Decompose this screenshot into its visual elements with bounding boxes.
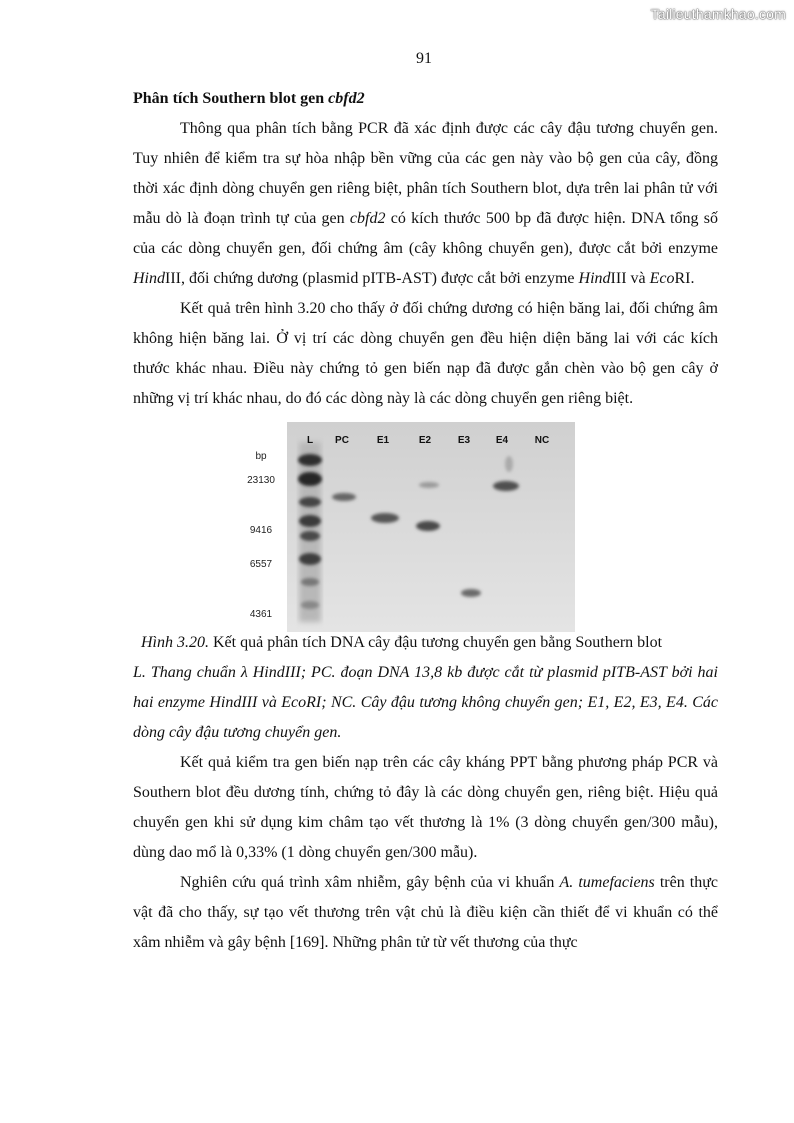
paragraph-3: Kết quả kiểm tra gen biến nạp trên các cây kháng PPT bằng phương pháp PCR và Southern blot đều dương tính, chứng tỏ đây là các dòng chuyển gen, riêng biệt. Hiệu quả chuyển gen khi sử dụng kim châm tạo vết thương là 1% (3 dòng chuyển gen/300 mẫu), dùng dao mổ là 0,33% (1 dòng chuyển gen/300 mẫu). — [133, 754, 718, 861]
southern-blot-figure — [133, 414, 718, 628]
section-heading: Phân tích Southern blot gen cbfd2 — [133, 90, 365, 107]
document-body — [133, 84, 718, 958]
lane-label-e3: E3 — [457, 435, 471, 446]
figure-caption: Hình 3.20. Kết quả phân tích DNA cây đậu tương chuyển gen bằng Southern blot L. Thang chuẩn λ HindIII; PC. đoạn DNA 13,8 kb được cắt từ plasmid pITB-AST bởi hai hai enzyme HindIII và EcoRI; NC. Cây đậu tương không chuyển gen; E1, E2, E3, E4. Các dòng cây đậu tương chuyển gen. — [133, 634, 718, 741]
watermark: Tailieuthamkhao.com — [650, 6, 786, 22]
ladder-band — [299, 497, 321, 507]
ladder-band — [298, 472, 322, 486]
band-e4-smear — [505, 456, 513, 472]
band-e1 — [371, 513, 399, 523]
lane-label-nc: NC — [534, 435, 550, 446]
lane-label-pc: PC — [335, 435, 349, 446]
marker-label-6557: 6557 — [249, 559, 273, 570]
ladder-band — [300, 531, 320, 541]
ladder-band — [301, 601, 319, 609]
band-e3 — [461, 589, 481, 597]
band-pc — [332, 493, 356, 501]
marker-label-4361: 4361 — [249, 609, 273, 620]
band-e2-faint — [419, 482, 439, 488]
ladder-band — [299, 515, 321, 527]
band-e2 — [416, 521, 440, 531]
lane-label-e4: E4 — [495, 435, 509, 446]
marker-label-23130: 23130 — [247, 475, 275, 486]
paragraph-1: Thông qua phân tích bằng PCR đã xác định được các cây đậu tương chuyển gen. Tuy nhiên để kiểm tra sự hòa nhập bền vững của các gen này vào bộ gen của cây, đồng thời xác định dòng chuyển gen riêng biệt, phân tích Southern blot, dựa trên lai phân tử với mẫu dò là đoạn trình tự của gen cbfd2 có kích thước 500 bp đã được hiện. DNA tổng số của các dòng chuyển gen, đối chứng âm (cây không chuyển gen), được cắt bởi enzyme HindIII, đối chứng dương (plasmid pITB-AST) được cắt bởi enzyme HindIII và EcoRI. — [133, 120, 718, 287]
lane-label-e1: E1 — [376, 435, 390, 446]
lane-label-e2: E2 — [418, 435, 432, 446]
paragraph-4: Nghiên cứu quá trình xâm nhiễm, gây bệnh của vi khuẩn A. tumefaciens trên thực vật đã cho thấy, sự tạo vết thương trên vật chủ là điều kiện cần thiết để vi khuẩn có thể xâm nhiễm và gây bệnh [169]. Những phân tử từ vết thương của thực — [133, 874, 719, 951]
marker-label-9416: 9416 — [249, 525, 273, 536]
ladder-band — [299, 553, 321, 565]
paragraph-2: Kết quả trên hình 3.20 cho thấy ở đối chứng dương có hiện băng lai, đối chứng âm không hiện băng lai. Ở vị trí các dòng chuyển gen đều hiện diện băng lai với các kích thước khác nhau. Điều này chứng tỏ gen biến nạp đã được gắn chèn vào bộ gen cây ở những vị trí khác nhau, do đó các dòng này là các dòng chuyển gen riêng biệt. — [133, 300, 718, 407]
ladder-band — [301, 578, 319, 586]
bp-unit-label: bp — [255, 451, 267, 462]
band-e4 — [493, 481, 519, 491]
page-number: 91 — [416, 50, 432, 67]
lane-label-l: L — [306, 435, 314, 446]
